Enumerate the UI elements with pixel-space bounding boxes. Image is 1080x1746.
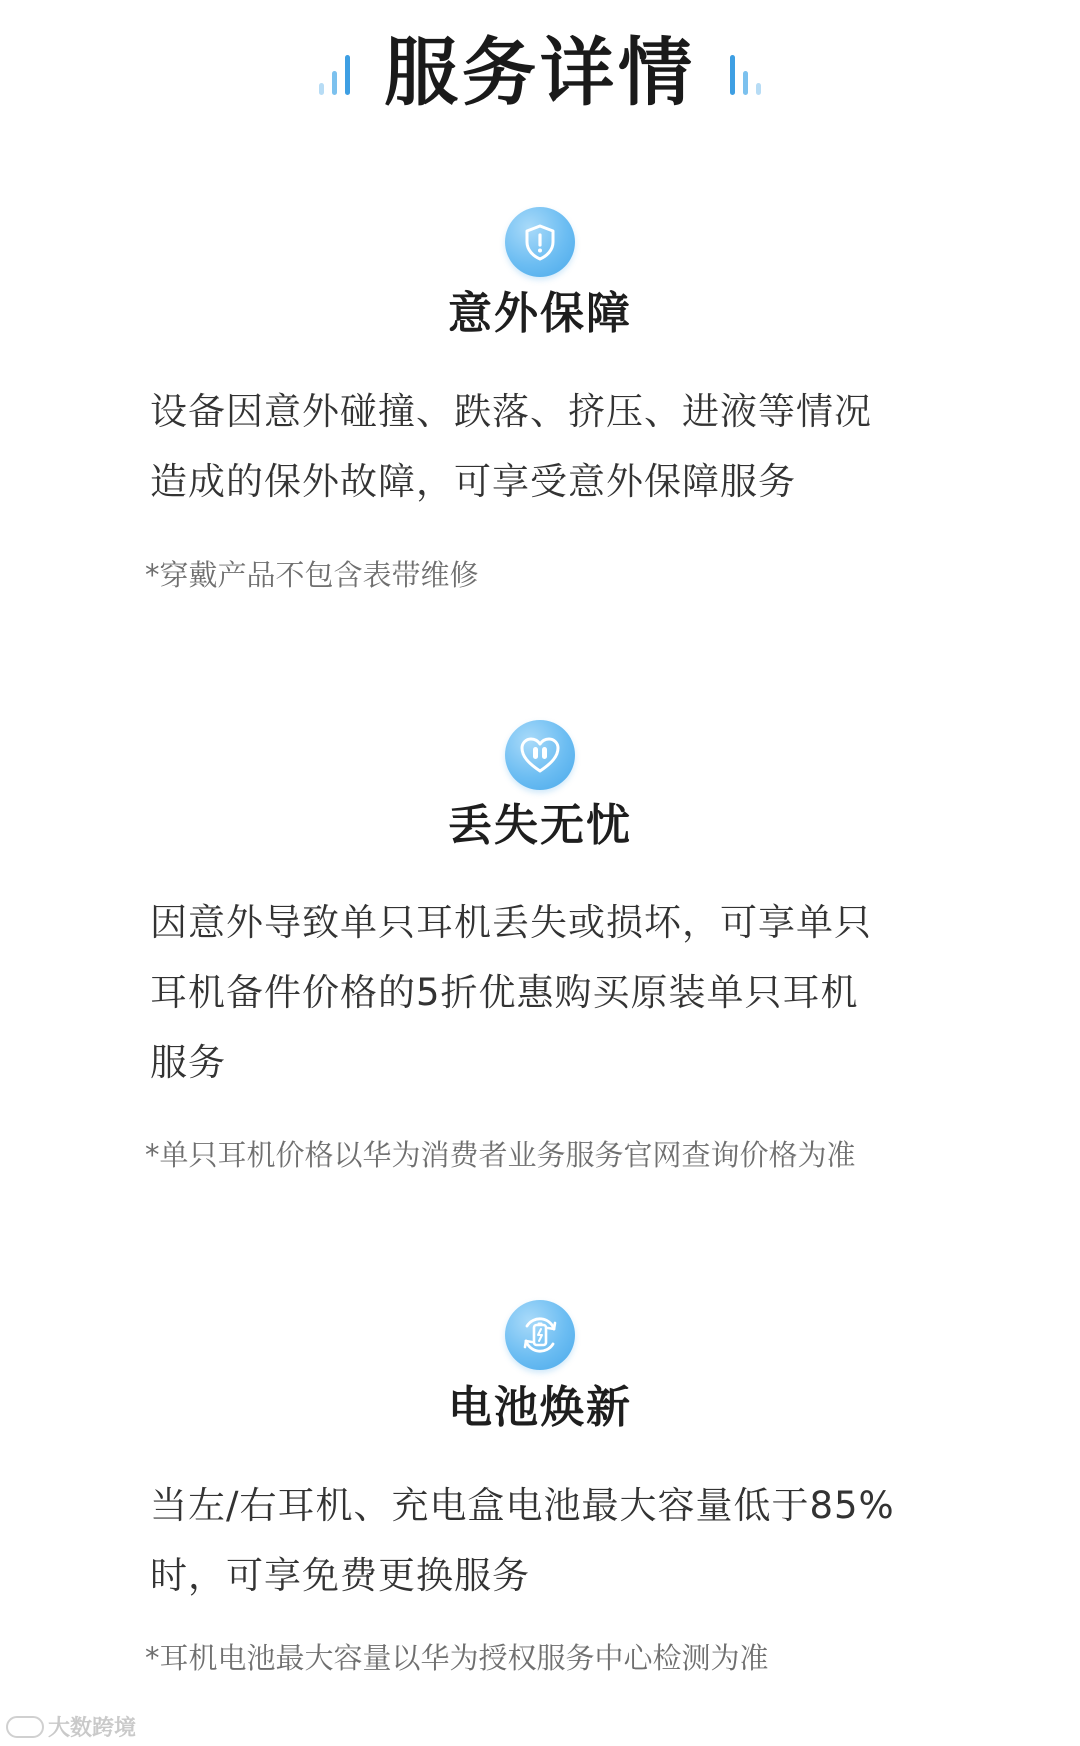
section-description [150, 888, 940, 1098]
section-description [150, 377, 940, 517]
watermark-text: 大数跨境 [48, 1716, 137, 1741]
description-line: 耳机备件价格的5折优惠购买原装单只耳机 [150, 971, 859, 1014]
watermark [6, 1711, 136, 1742]
battery-refresh-icon [505, 1300, 575, 1370]
description-line: 当左/右耳机、充电盒电池最大容量低于85% [150, 1484, 895, 1527]
description-line: 造成的保外故障，可享受意外保障服务 [150, 460, 796, 503]
section-note: *穿戴产品不包含表带维修 [145, 558, 479, 592]
signal-bars-left-icon [319, 51, 350, 95]
watermark-logo-icon [6, 1716, 44, 1738]
page-title: 服务详情 [384, 30, 696, 116]
section-title: 电池焕新 [448, 1382, 632, 1433]
page-header [0, 28, 1080, 118]
signal-bars-right-icon [730, 51, 761, 95]
description-line: 服务 [150, 1041, 226, 1084]
section-description [150, 1471, 940, 1611]
heart-earbuds-icon [505, 720, 575, 790]
section-title: 意外保障 [448, 288, 632, 339]
shield-alert-icon [505, 207, 575, 277]
description-line: 时，可享免费更换服务 [150, 1554, 530, 1597]
section-title: 丢失无忧 [448, 800, 632, 851]
description-line: 因意外导致单只耳机丢失或损坏，可享单只 [150, 901, 872, 944]
section-note: *耳机电池最大容量以华为授权服务中心检测为准 [145, 1641, 769, 1675]
section-note: *单只耳机价格以华为消费者业务服务官网查询价格为准 [145, 1138, 856, 1172]
description-line: 设备因意外碰撞、跌落、挤压、进液等情况 [150, 390, 872, 433]
